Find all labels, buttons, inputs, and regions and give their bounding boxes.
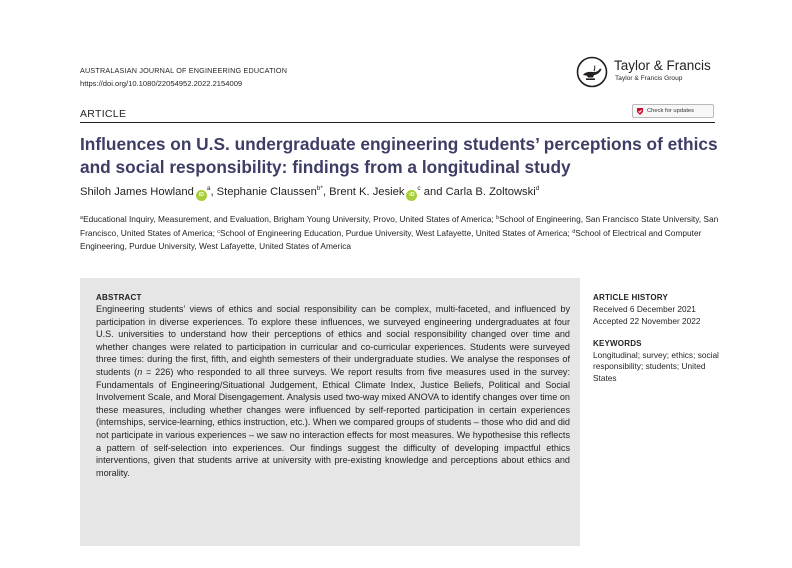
- journal-name: AUSTRALASIAN JOURNAL OF ENGINEERING EDUCATION: [80, 66, 288, 75]
- affiliation-mark: d: [572, 229, 576, 236]
- keywords-heading: KEYWORDS: [593, 339, 642, 348]
- affiliations: [80, 212, 720, 254]
- check-updates-label: Check for updates: [647, 108, 695, 114]
- author-affiliation-mark: c: [417, 185, 421, 192]
- abstract-n-symbol: n: [137, 366, 143, 377]
- author-separator: ,: [210, 186, 217, 198]
- orcid-icon[interactable]: iD: [406, 190, 417, 201]
- author-affiliation-mark: d: [535, 185, 540, 192]
- abstract-text-part: = 226) who responded to all three surveys. We report results from five measures used in the survey: Fundamentals of Engineering/Situational Judgement, Ethical Climate Index, Justice Beliefs, Political and Social Involvement Scale, and Moral Disengagement. Analysis used two-way mixed ANOVA to identify changes over time on these measures, including whether changes were influenced by self-reported participation in certain experiences (internships, service-learning, ethics instruction, etc.). When we compared groups of students – those who did and did not participate in various experiences – we saw no interaction effects for most measures. We hypothesise this reflects a pattern of self-selection into experiences. Our findings suggest the difficulty of developing impactful ethics interventions, given that students arrive at university with pre-existing knowledge and perceptions about ethics and morality.: [96, 366, 570, 478]
- check-updates-icon: [636, 107, 644, 116]
- affiliation-mark: c: [217, 229, 221, 236]
- affiliation-mark: a: [80, 215, 84, 221]
- publisher-group: Taylor & Francis Group: [615, 75, 683, 82]
- lamp-logo-icon: [576, 56, 608, 88]
- affiliation-text: School of Engineering Education, Purdue University, West Lafayette, United States of America;: [220, 228, 573, 239]
- affiliation-text: Educational Inquiry, Measurement, and Evaluation, Brigham Young University, Provo, United States of America;: [83, 214, 496, 224]
- accepted-date: Accepted 22 November 2022: [593, 316, 701, 326]
- affiliation-mark: b: [496, 215, 500, 221]
- author-separator: and: [420, 186, 446, 198]
- publisher-logo[interactable]: [576, 56, 716, 90]
- author-name[interactable]: Stephanie Claussen: [216, 186, 317, 198]
- keywords-list: Longitudinal; survey; ethics; social responsibility; students; United States: [593, 350, 719, 383]
- author-name[interactable]: Shiloh James Howland: [80, 186, 194, 198]
- abstract-text: [96, 303, 570, 479]
- received-date: Received 6 December 2021: [593, 304, 696, 314]
- author-list: [80, 185, 720, 201]
- doi-link[interactable]: https://doi.org/10.1080/22054952.2022.2154009: [80, 79, 243, 88]
- affiliation-text: School of Engineering, San Francisco State University, San Francisco, United States of America;: [80, 214, 719, 239]
- orcid-icon[interactable]: iD: [196, 190, 207, 201]
- author-name[interactable]: Carla B. Zoltowski: [445, 186, 536, 198]
- article-history-heading: ARTICLE HISTORY: [593, 293, 669, 302]
- article-title: Influences on U.S. undergraduate engineering students’ perceptions of ethics and social responsibility: findings from a longitudinal study: [80, 134, 718, 177]
- author-affiliation-mark: a: [206, 185, 211, 192]
- author-separator: ,: [322, 186, 330, 198]
- abstract-heading: ABSTRACT: [96, 293, 142, 302]
- article-type: ARTICLE: [80, 108, 127, 120]
- abstract-text-part: Engineering students’ views of ethics and social responsibility can be complex, multi-faceted, and influenced by participation in diverse experiences. To explore these influences, we surveyed engineering undergraduates at four U.S. universities to understand how their perceptions of ethics and social responsibility changed over time and whether changes were related to participation in curricular and co-curricular experiences. Students were surveyed three times: during the first, fifth, and eighth semesters of their undergraduate studies. We analyse the responses of students (: [96, 304, 570, 377]
- author-name[interactable]: Brent K. Jesiek: [329, 186, 405, 198]
- author-affiliation-mark: b*: [316, 185, 323, 192]
- publisher-name: Taylor & Francis: [614, 58, 711, 73]
- header-divider: [80, 122, 715, 123]
- affiliation-text: School of Electrical and Computer Engineering, Purdue University, West Lafayette, United States of America: [80, 228, 702, 252]
- check-updates-button[interactable]: [632, 104, 714, 118]
